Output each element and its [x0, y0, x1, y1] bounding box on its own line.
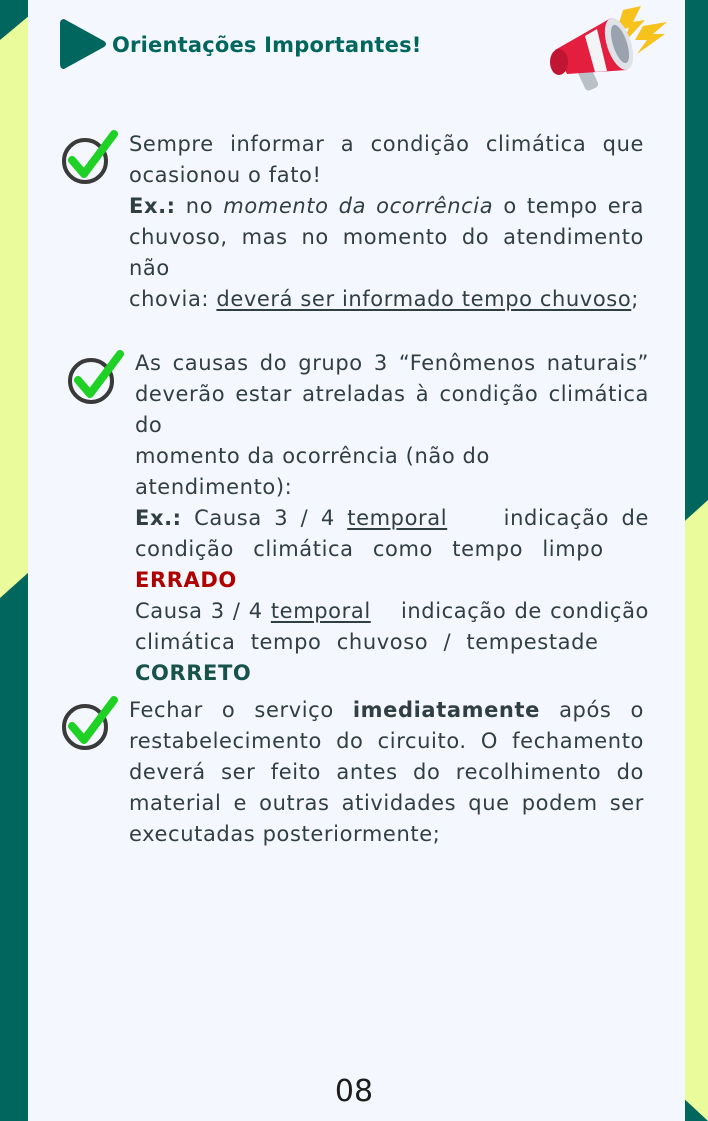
text-line: deverá ser feito antes do recolhimento do [129, 760, 644, 784]
text-line: chovia: deverá ser informado tempo chuvoso; [129, 287, 639, 311]
text-line: As causas do grupo 3 “Fenômenos naturais” [135, 351, 649, 375]
guideline-climate-condition [129, 129, 644, 315]
text-line: condição climática como tempo limpo [135, 537, 604, 561]
text-line: Causa 3 / 4 temporal indicação de condição [135, 599, 649, 623]
text-line: ocasionou o fato! [129, 163, 322, 187]
text-line: chuvoso, mas no momento do atendimento não [129, 225, 644, 280]
text-line: Ex.: no momento da ocorrência o tempo era [129, 194, 645, 218]
correct-label: CORRETO [135, 661, 252, 685]
play-arrow-icon [58, 16, 108, 72]
text-line: momento da ocorrência (não do atendimento): [135, 444, 490, 499]
page-number: 08 [334, 1074, 374, 1109]
wrong-label: ERRADO [135, 568, 237, 592]
text-line: restabelecimento do circuito. O fechamento [129, 729, 644, 753]
check-icon [60, 694, 118, 752]
text-line: material e outras atividades que podem ser [129, 791, 644, 815]
text-line: climática tempo chuvoso / tempestade [135, 630, 599, 654]
text-line [135, 565, 649, 596]
example-label: Ex.: [129, 194, 176, 218]
text-line [135, 658, 649, 689]
check-icon [66, 348, 124, 406]
check-icon [60, 128, 118, 186]
text-line: Sempre informar a condição climática que [129, 132, 644, 156]
guideline-close-service [129, 695, 644, 850]
megaphone-icon [545, 4, 670, 99]
guideline-natural-phenomena [135, 348, 649, 689]
example-label: Ex.: [135, 506, 182, 530]
text-line: executadas posteriormente; [129, 822, 441, 846]
page-title: Orientações Importantes! [112, 33, 422, 57]
text-line: Fechar o serviço imediatamente após o [129, 698, 644, 722]
text-line: deverão estar atreladas à condição climática do [135, 382, 649, 437]
text-line: Ex.: Causa 3 / 4 temporal indicação de [135, 506, 649, 530]
